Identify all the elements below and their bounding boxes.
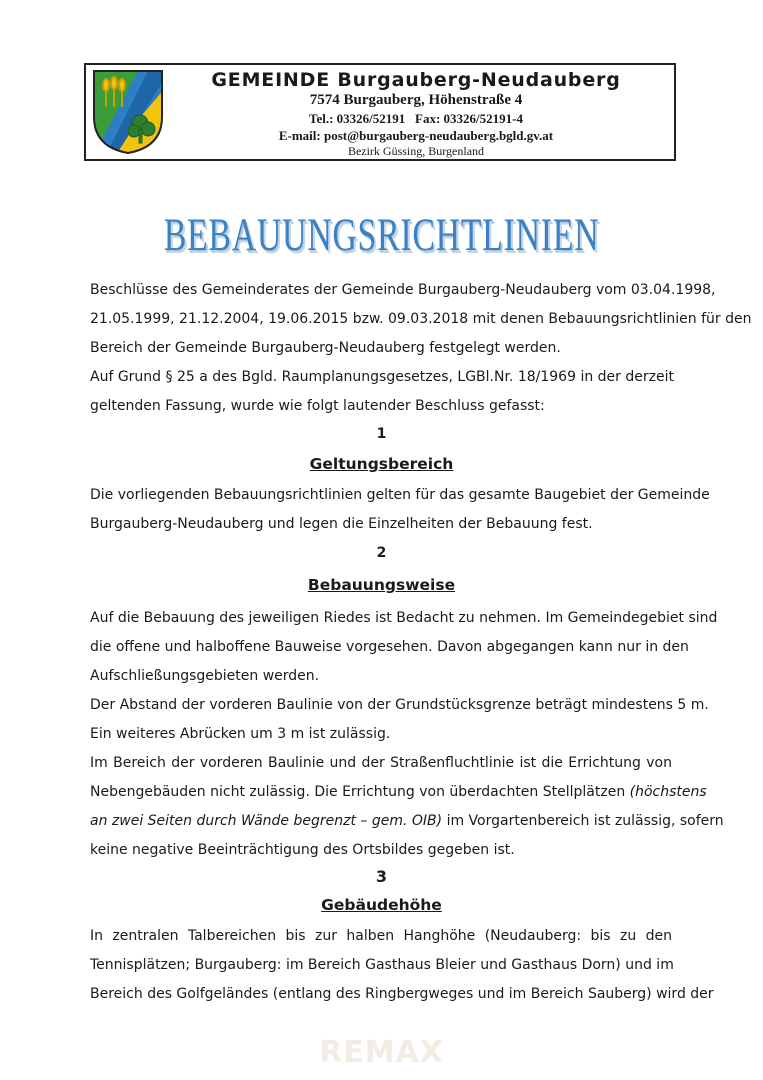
coat-of-arms-icon [90, 67, 166, 155]
district: Bezirk Güssing, Burgenland [347, 144, 485, 158]
section-body [90, 481, 710, 539]
text-line [90, 778, 707, 807]
email: E-mail: post@burgauberg-neudauberg.bgld.gv.at [278, 128, 554, 143]
text-line: Bereich des Golfgeländes (entlang des Ringbergweges und im Bereich Sauberg) wird der [90, 986, 714, 1002]
section-number: 1 [376, 426, 387, 442]
text-line: die offene und halboffene Bauweise vorgesehen. Davon abgegangen kann nur in den [90, 639, 689, 655]
section-heading: Geltungsbereich [309, 455, 454, 473]
text-line: Im Bereich der vorderen Baulinie und der Straßenfluchtlinie ist die Errichtung von [90, 755, 672, 771]
section-body [90, 922, 714, 1009]
italic-text: ) [436, 813, 443, 829]
text-line: Auf die Bebauung des jeweiligen Riedes ist Bedacht zu nehmen. Im Gemeindegebiet sind [90, 610, 718, 626]
text-line: Auf Grund § 25 a des Bgld. Raumplanungsgesetzes, LGBl.Nr. 18/1969 in der derzeit [90, 369, 674, 385]
intro-paragraph [90, 276, 752, 421]
text-line: Tennisplätzen; Burgauberg: im Bereich Gasthaus Bleier und Gasthaus Dorn) und im [90, 957, 674, 973]
section-heading: Gebäudehöhe [321, 896, 442, 914]
text-run: im Vorgartenbereich ist zulässig, sofern [446, 813, 724, 829]
watermark: REMAX [319, 1035, 444, 1070]
text-line: Ein weiteres Abrücken um 3 m ist zulässig. [90, 726, 391, 742]
text-line: In zentralen Talbereichen bis zur halben Hanghöhe (Neudauberg: bis zu den [90, 928, 672, 944]
section-heading: Bebauungsweise [307, 576, 456, 594]
text-line: Burgauberg-Neudauberg und legen die Einzelheiten der Bebauung fest. [90, 516, 593, 532]
italic-text: (höchstens [629, 784, 707, 800]
section-number: 3 [375, 867, 388, 886]
text-line: keine negative Beeinträchtigung des Ortsbildes gegeben ist. [90, 842, 515, 858]
text-line: geltenden Fassung, wurde wie folgt lautender Beschluss gefasst: [90, 398, 545, 414]
text-line: Der Abstand der vorderen Baulinie von der Grundstücksgrenze beträgt mindestens 5 m. [90, 697, 709, 713]
text-line: 21.05.1999, 21.12.2004, 19.06.2015 bzw. 09.03.2018 mit denen Bebauungsrichtlinien für den [90, 311, 752, 327]
section-body [90, 604, 724, 865]
text-line: Die vorliegenden Bebauungsrichtlinien gelten für das gesamte Baugebiet der Gemeinde [90, 487, 710, 503]
text-run: Nebengebäuden nicht zulässig. Die Errichtung von überdachten Stellplätzen [90, 784, 626, 800]
text-line: Beschlüsse des Gemeinderates der Gemeinde Burgauberg-Neudauberg vom 03.04.1998, [90, 282, 716, 298]
letterhead [84, 63, 676, 161]
text-line: Aufschließungsgebieten werden. [90, 668, 320, 684]
phone-fax: Tel.: 03326/52191 Fax: 03326/52191-4 [308, 111, 523, 126]
text-line [90, 807, 724, 836]
italic-text: an zwei Seiten durch Wände begrenzt – gem. OIB [90, 813, 437, 829]
address: 7574 Burgauberg, Höhenstraße 4 [309, 92, 523, 108]
section-number: 2 [376, 545, 387, 561]
document-title: BEBAUUNGSRICHTLINIEN [163, 209, 600, 261]
municipality-name: GEMEINDE Burgauberg-Neudauberg [211, 69, 621, 91]
text-line: Bereich der Gemeinde Burgauberg-Neudauberg festgelegt werden. [90, 340, 561, 356]
